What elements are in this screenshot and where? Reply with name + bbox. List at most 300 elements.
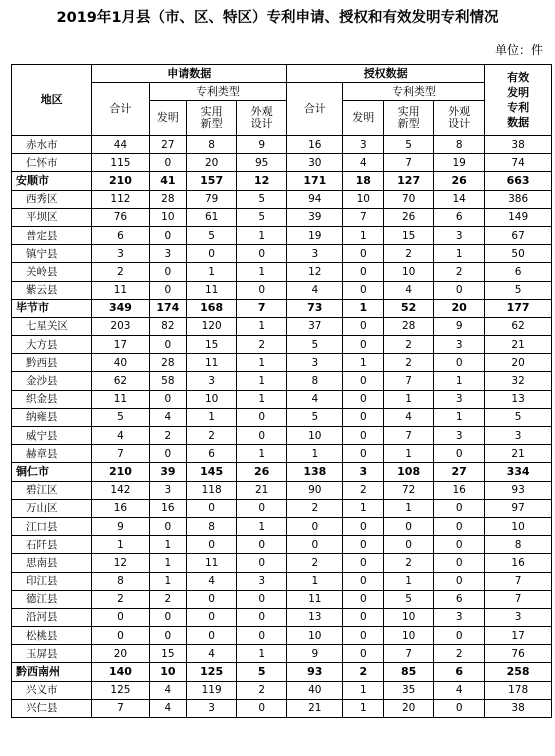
value-cell: 125 <box>92 681 149 699</box>
value-cell: 16 <box>434 481 485 499</box>
value-cell: 17 <box>485 627 552 645</box>
value-cell: 3 <box>434 608 485 626</box>
table-row <box>12 681 552 699</box>
value-cell: 177 <box>485 299 552 317</box>
value-cell: 6 <box>434 208 485 226</box>
value-cell: 16 <box>485 554 552 572</box>
value-cell: 15 <box>187 336 237 354</box>
value-cell: 0 <box>149 154 187 172</box>
value-cell: 1 <box>287 572 343 590</box>
value-cell: 10 <box>149 663 187 681</box>
table-row <box>12 499 552 517</box>
value-cell: 0 <box>343 517 384 535</box>
value-cell: 145 <box>187 463 237 481</box>
value-cell: 5 <box>237 190 287 208</box>
value-cell: 0 <box>343 281 384 299</box>
value-cell: 2 <box>287 554 343 572</box>
value-cell: 7 <box>92 699 149 717</box>
value-cell: 8 <box>92 572 149 590</box>
value-cell: 10 <box>149 208 187 226</box>
value-cell: 1 <box>237 372 287 390</box>
region-name-cell: 毕节市 <box>12 299 92 317</box>
region-name-cell: 碧江区 <box>12 481 92 499</box>
region-name-cell: 关岭县 <box>12 263 92 281</box>
value-cell: 38 <box>485 699 552 717</box>
value-cell: 9 <box>434 317 485 335</box>
value-cell: 663 <box>485 172 552 190</box>
region-name-cell: 大方县 <box>12 336 92 354</box>
value-cell: 7 <box>343 208 384 226</box>
table-row <box>12 554 552 572</box>
value-cell: 168 <box>187 299 237 317</box>
value-cell: 0 <box>343 408 384 426</box>
table-row <box>12 208 552 226</box>
value-cell: 20 <box>187 154 237 172</box>
table-row <box>12 281 552 299</box>
value-cell: 1 <box>237 517 287 535</box>
value-cell: 26 <box>434 172 485 190</box>
region-name-cell: 黔西县 <box>12 354 92 372</box>
table-row <box>12 481 552 499</box>
region-name-cell: 兴仁县 <box>12 699 92 717</box>
table-row <box>12 263 552 281</box>
region-name-cell: 江口县 <box>12 517 92 535</box>
table-row <box>12 463 552 481</box>
table-row <box>12 590 552 608</box>
value-cell: 7 <box>237 299 287 317</box>
region-name-cell: 威宁县 <box>12 427 92 445</box>
value-cell: 1 <box>343 226 384 244</box>
value-cell: 0 <box>343 372 384 390</box>
value-cell: 79 <box>187 190 237 208</box>
value-cell: 1 <box>237 263 287 281</box>
table-row <box>12 572 552 590</box>
table-row <box>12 336 552 354</box>
value-cell: 97 <box>485 499 552 517</box>
region-name-cell: 赤水市 <box>12 136 92 154</box>
region-name-cell: 紫云县 <box>12 281 92 299</box>
value-cell: 7 <box>384 645 434 663</box>
value-cell: 2 <box>92 263 149 281</box>
table-row <box>12 354 552 372</box>
value-cell: 1 <box>343 699 384 717</box>
value-cell: 14 <box>434 190 485 208</box>
table-row <box>12 536 552 554</box>
value-cell: 178 <box>485 681 552 699</box>
value-cell: 28 <box>149 190 187 208</box>
value-cell: 6 <box>434 590 485 608</box>
value-cell: 4 <box>434 681 485 699</box>
value-cell: 93 <box>287 663 343 681</box>
table-row <box>12 154 552 172</box>
value-cell: 4 <box>187 645 237 663</box>
table-row <box>12 627 552 645</box>
value-cell: 39 <box>287 208 343 226</box>
value-cell: 12 <box>237 172 287 190</box>
value-cell: 1 <box>237 645 287 663</box>
region-name-cell: 思南县 <box>12 554 92 572</box>
region-name-cell: 金沙县 <box>12 372 92 390</box>
header-valid-text: 有效 发明 专利 数据 <box>507 71 530 129</box>
value-cell: 17 <box>92 336 149 354</box>
value-cell: 2 <box>187 427 237 445</box>
value-cell: 0 <box>149 517 187 535</box>
value-cell: 334 <box>485 463 552 481</box>
value-cell: 0 <box>434 445 485 463</box>
region-name-cell: 黔西南州 <box>12 663 92 681</box>
value-cell: 1 <box>149 536 187 554</box>
value-cell: 1 <box>237 226 287 244</box>
value-cell: 26 <box>384 208 434 226</box>
value-cell: 58 <box>149 372 187 390</box>
value-cell: 0 <box>149 336 187 354</box>
value-cell: 12 <box>287 263 343 281</box>
value-cell: 1 <box>237 317 287 335</box>
value-cell: 1 <box>434 408 485 426</box>
value-cell: 0 <box>187 608 237 626</box>
value-cell: 0 <box>434 517 485 535</box>
value-cell: 40 <box>92 354 149 372</box>
value-cell: 11 <box>187 281 237 299</box>
value-cell: 5 <box>237 208 287 226</box>
value-cell: 112 <box>92 190 149 208</box>
value-cell: 119 <box>187 681 237 699</box>
value-cell: 2 <box>384 354 434 372</box>
value-cell: 4 <box>149 681 187 699</box>
value-cell: 1 <box>434 372 485 390</box>
value-cell: 120 <box>187 317 237 335</box>
value-cell: 19 <box>434 154 485 172</box>
value-cell: 0 <box>237 408 287 426</box>
value-cell: 8 <box>287 372 343 390</box>
value-cell: 0 <box>343 608 384 626</box>
value-cell: 7 <box>485 572 552 590</box>
region-name-cell: 万山区 <box>12 499 92 517</box>
value-cell: 76 <box>92 208 149 226</box>
value-cell: 8 <box>485 536 552 554</box>
value-cell: 1 <box>343 499 384 517</box>
value-cell: 7 <box>92 445 149 463</box>
value-cell: 0 <box>187 590 237 608</box>
table-row <box>12 245 552 263</box>
value-cell: 0 <box>287 536 343 554</box>
value-cell: 0 <box>384 517 434 535</box>
value-cell: 5 <box>237 663 287 681</box>
region-name-cell: 仁怀市 <box>12 154 92 172</box>
value-cell: 0 <box>343 245 384 263</box>
value-cell: 4 <box>187 572 237 590</box>
value-cell: 95 <box>237 154 287 172</box>
value-cell: 82 <box>149 317 187 335</box>
value-cell: 2 <box>237 681 287 699</box>
value-cell: 3 <box>237 572 287 590</box>
value-cell: 1 <box>149 554 187 572</box>
value-cell: 0 <box>434 699 485 717</box>
table-row <box>12 408 552 426</box>
value-cell: 11 <box>287 590 343 608</box>
value-cell: 0 <box>149 390 187 408</box>
value-cell: 0 <box>237 608 287 626</box>
header-grant-utility: 实用 新型 <box>384 101 434 136</box>
value-cell: 0 <box>149 226 187 244</box>
region-name-cell: 印江县 <box>12 572 92 590</box>
value-cell: 5 <box>92 408 149 426</box>
value-cell: 174 <box>149 299 187 317</box>
value-cell: 2 <box>149 590 187 608</box>
value-cell: 2 <box>384 336 434 354</box>
value-cell: 0 <box>434 354 485 372</box>
region-name-cell: 兴义市 <box>12 681 92 699</box>
value-cell: 4 <box>92 427 149 445</box>
table-row <box>12 390 552 408</box>
value-cell: 0 <box>343 317 384 335</box>
value-cell: 19 <box>287 226 343 244</box>
value-cell: 4 <box>343 154 384 172</box>
header-apply-design: 外观 设计 <box>237 101 287 136</box>
table-row <box>12 699 552 717</box>
value-cell: 38 <box>485 136 552 154</box>
value-cell: 90 <box>287 481 343 499</box>
value-cell: 0 <box>187 245 237 263</box>
region-name-cell: 赫章县 <box>12 445 92 463</box>
value-cell: 0 <box>343 445 384 463</box>
value-cell: 0 <box>237 245 287 263</box>
table-row <box>12 608 552 626</box>
value-cell: 10 <box>287 427 343 445</box>
value-cell: 40 <box>287 681 343 699</box>
value-cell: 0 <box>343 572 384 590</box>
value-cell: 5 <box>485 281 552 299</box>
value-cell: 0 <box>434 499 485 517</box>
value-cell: 21 <box>485 445 552 463</box>
value-cell: 5 <box>287 336 343 354</box>
value-cell: 74 <box>485 154 552 172</box>
value-cell: 15 <box>384 226 434 244</box>
value-cell: 10 <box>485 517 552 535</box>
value-cell: 5 <box>287 408 343 426</box>
value-cell: 1 <box>92 536 149 554</box>
value-cell: 7 <box>384 154 434 172</box>
value-cell: 27 <box>434 463 485 481</box>
value-cell: 28 <box>149 354 187 372</box>
value-cell: 1 <box>384 445 434 463</box>
value-cell: 0 <box>187 499 237 517</box>
value-cell: 3 <box>287 245 343 263</box>
value-cell: 0 <box>343 536 384 554</box>
value-cell: 0 <box>237 427 287 445</box>
value-cell: 0 <box>287 517 343 535</box>
value-cell: 10 <box>187 390 237 408</box>
value-cell: 3 <box>434 226 485 244</box>
value-cell: 210 <box>92 172 149 190</box>
value-cell: 1 <box>237 390 287 408</box>
value-cell: 1 <box>434 245 485 263</box>
header-grant-type: 专利类型 <box>343 83 485 101</box>
value-cell: 0 <box>434 572 485 590</box>
value-cell: 157 <box>187 172 237 190</box>
value-cell: 0 <box>237 554 287 572</box>
value-cell: 0 <box>343 427 384 445</box>
value-cell: 0 <box>343 627 384 645</box>
value-cell: 5 <box>485 408 552 426</box>
value-cell: 2 <box>434 645 485 663</box>
region-name-cell: 安顺市 <box>12 172 92 190</box>
region-name-cell: 平坝区 <box>12 208 92 226</box>
value-cell: 118 <box>187 481 237 499</box>
value-cell: 1 <box>343 354 384 372</box>
value-cell: 4 <box>287 390 343 408</box>
value-cell: 138 <box>287 463 343 481</box>
value-cell: 28 <box>384 317 434 335</box>
value-cell: 108 <box>384 463 434 481</box>
value-cell: 1 <box>384 499 434 517</box>
value-cell: 0 <box>92 627 149 645</box>
header-grant: 授权数据 <box>287 65 485 83</box>
table-row <box>12 226 552 244</box>
region-name-cell: 沿河县 <box>12 608 92 626</box>
value-cell: 10 <box>384 263 434 281</box>
value-cell: 15 <box>149 645 187 663</box>
value-cell: 2 <box>343 663 384 681</box>
value-cell: 12 <box>92 554 149 572</box>
value-cell: 20 <box>92 645 149 663</box>
value-cell: 16 <box>287 136 343 154</box>
value-cell: 2 <box>384 245 434 263</box>
value-cell: 142 <box>92 481 149 499</box>
table-row <box>12 517 552 535</box>
value-cell: 0 <box>384 536 434 554</box>
region-name-cell: 普定县 <box>12 226 92 244</box>
value-cell: 0 <box>237 536 287 554</box>
value-cell: 20 <box>384 699 434 717</box>
patent-table <box>11 64 552 718</box>
value-cell: 3 <box>434 336 485 354</box>
value-cell: 8 <box>187 136 237 154</box>
value-cell: 16 <box>92 499 149 517</box>
value-cell: 16 <box>149 499 187 517</box>
value-cell: 386 <box>485 190 552 208</box>
value-cell: 0 <box>237 281 287 299</box>
value-cell: 39 <box>149 463 187 481</box>
value-cell: 37 <box>287 317 343 335</box>
value-cell: 6 <box>434 663 485 681</box>
unit-label: 单位：件 <box>494 43 543 57</box>
table-row <box>12 663 552 681</box>
header-valid <box>485 65 552 136</box>
region-name-cell: 松桃县 <box>12 627 92 645</box>
value-cell: 258 <box>485 663 552 681</box>
value-cell: 35 <box>384 681 434 699</box>
value-cell: 7 <box>485 590 552 608</box>
header-apply-invention: 发明 <box>149 101 187 136</box>
value-cell: 9 <box>92 517 149 535</box>
region-name-cell: 纳雍县 <box>12 408 92 426</box>
value-cell: 3 <box>485 608 552 626</box>
value-cell: 3 <box>149 481 187 499</box>
value-cell: 3 <box>187 372 237 390</box>
value-cell: 1 <box>343 299 384 317</box>
value-cell: 1 <box>384 390 434 408</box>
header-grant-design: 外观 设计 <box>434 101 485 136</box>
value-cell: 13 <box>485 390 552 408</box>
value-cell: 2 <box>343 481 384 499</box>
value-cell: 0 <box>237 699 287 717</box>
value-cell: 76 <box>485 645 552 663</box>
value-cell: 1 <box>343 681 384 699</box>
value-cell: 2 <box>92 590 149 608</box>
table-row <box>12 136 552 154</box>
region-name-cell: 石阡县 <box>12 536 92 554</box>
value-cell: 3 <box>434 390 485 408</box>
value-cell: 0 <box>434 281 485 299</box>
value-cell: 127 <box>384 172 434 190</box>
value-cell: 44 <box>92 136 149 154</box>
value-cell: 2 <box>149 427 187 445</box>
value-cell: 3 <box>343 136 384 154</box>
value-cell: 8 <box>187 517 237 535</box>
value-cell: 27 <box>149 136 187 154</box>
value-cell: 20 <box>434 299 485 317</box>
value-cell: 0 <box>343 390 384 408</box>
value-cell: 20 <box>485 354 552 372</box>
header-grant-invention: 发明 <box>343 101 384 136</box>
value-cell: 11 <box>187 354 237 372</box>
value-cell: 61 <box>187 208 237 226</box>
value-cell: 8 <box>434 136 485 154</box>
value-cell: 203 <box>92 317 149 335</box>
value-cell: 0 <box>149 608 187 626</box>
value-cell: 4 <box>384 281 434 299</box>
value-cell: 18 <box>343 172 384 190</box>
value-cell: 21 <box>237 481 287 499</box>
value-cell: 0 <box>343 645 384 663</box>
value-cell: 0 <box>343 336 384 354</box>
value-cell: 0 <box>343 590 384 608</box>
region-name-cell: 玉屏县 <box>12 645 92 663</box>
value-cell: 3 <box>434 427 485 445</box>
value-cell: 1 <box>187 263 237 281</box>
value-cell: 11 <box>187 554 237 572</box>
table-row <box>12 645 552 663</box>
value-cell: 70 <box>384 190 434 208</box>
value-cell: 5 <box>384 136 434 154</box>
region-name-cell: 镇宁县 <box>12 245 92 263</box>
value-cell: 6 <box>92 226 149 244</box>
value-cell: 72 <box>384 481 434 499</box>
value-cell: 3 <box>92 245 149 263</box>
header-apply-utility: 实用 新型 <box>187 101 237 136</box>
value-cell: 0 <box>187 536 237 554</box>
value-cell: 1 <box>149 572 187 590</box>
value-cell: 0 <box>343 554 384 572</box>
value-cell: 4 <box>149 408 187 426</box>
value-cell: 1 <box>287 445 343 463</box>
value-cell: 11 <box>92 390 149 408</box>
region-name-cell: 德江县 <box>12 590 92 608</box>
value-cell: 32 <box>485 372 552 390</box>
value-cell: 171 <box>287 172 343 190</box>
table-row <box>12 190 552 208</box>
value-cell: 52 <box>384 299 434 317</box>
value-cell: 0 <box>92 608 149 626</box>
value-cell: 3 <box>485 427 552 445</box>
value-cell: 0 <box>149 627 187 645</box>
value-cell: 6 <box>187 445 237 463</box>
value-cell: 6 <box>485 263 552 281</box>
value-cell: 7 <box>384 372 434 390</box>
value-cell: 62 <box>92 372 149 390</box>
value-cell: 0 <box>237 627 287 645</box>
